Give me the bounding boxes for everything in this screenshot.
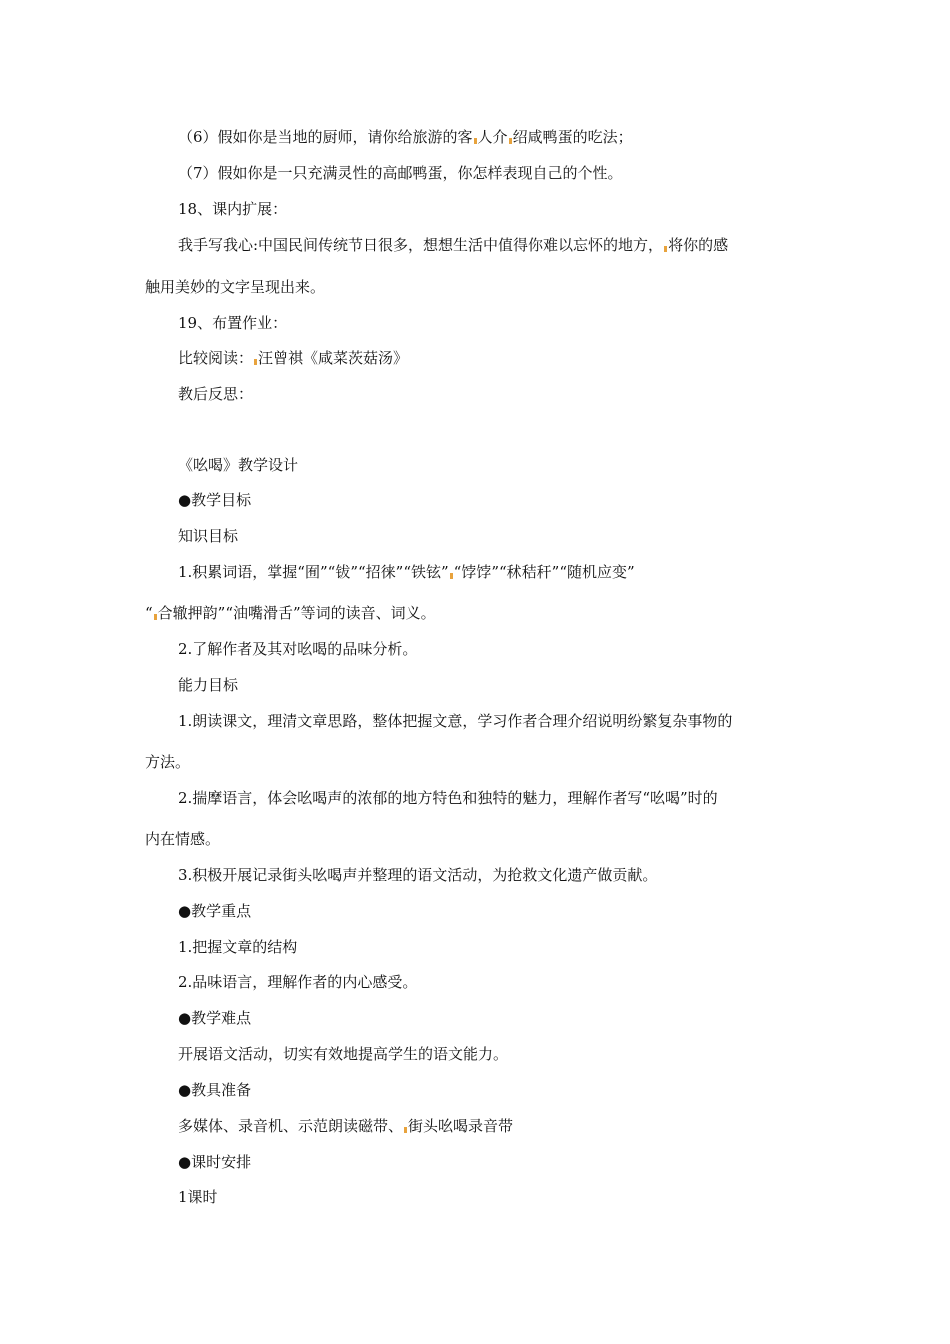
ability-goal-1: 1.朗读课文，理清文章思路，整体把握文意，学习作者合理介绍说明纷繁复杂事物的 (178, 712, 733, 730)
key-point-1: 1.把握文章的结构 (178, 938, 298, 956)
section-18-text-part2: 将你的感 (668, 236, 729, 254)
edit-mark (509, 138, 512, 144)
compare-reading (178, 348, 408, 368)
schedule-value: 1课时 (178, 1188, 218, 1206)
design-title: 《吆喝》教学设计 (178, 456, 299, 474)
edit-mark (254, 359, 257, 365)
materials-list-part1: 多媒体、录音机、示范朗读磁带、 (178, 1117, 404, 1135)
ability-goal-2: 2.揣摩语言，体会吆喝声的浓郁的地方特色和独特的魅力，理解作者写“吆喝”时的 (178, 789, 718, 807)
materials-list (178, 1116, 513, 1136)
question-6-part2: 人介 (477, 128, 508, 146)
section-18-text (178, 235, 728, 255)
teaching-goals-heading: ●教学目标 (178, 491, 252, 509)
knowledge-goal-1-part3: 合辙押韵”“油嘴滑舌”等词的读音、词义。 (157, 604, 436, 622)
edit-mark (474, 138, 477, 144)
knowledge-goals-heading: 知识目标 (178, 527, 239, 545)
compare-reading-label: 比较阅读： (178, 349, 254, 367)
knowledge-goal-1-cont (145, 603, 436, 623)
edit-mark (664, 246, 667, 252)
question-6-part1: （6）假如你是当地的厨师，请你给旅游的客 (178, 128, 473, 146)
materials-list-part2: 街头吆喝录音带 (408, 1117, 514, 1135)
materials-heading: ●教具准备 (178, 1081, 252, 1099)
difficulties-heading: ●教学难点 (178, 1009, 252, 1027)
difficulty-1: 开展语文活动，切实有效地提高学生的语文能力。 (178, 1045, 509, 1063)
reflection-heading: 教后反思： (178, 385, 254, 403)
section-19-heading: 19、布置作业： (178, 314, 288, 332)
key-points-heading: ●教学重点 (178, 902, 252, 920)
knowledge-goal-1-part2: “饽饽”“秫秸秆”“随机应变” (453, 563, 635, 581)
edit-mark (450, 573, 453, 579)
key-point-2: 2.品味语言，理解作者的内心感受。 (178, 973, 418, 991)
edit-mark (404, 1127, 407, 1133)
knowledge-goal-2: 2.了解作者及其对吆喝的品味分析。 (178, 640, 418, 658)
section-18-text-cont: 触用美妙的文字呈现出来。 (145, 278, 326, 296)
edit-mark (154, 614, 157, 620)
section-18-text-part1: 我手写我心:中国民间传统节日很多，想想生活中值得你难以忘怀的地方， (178, 236, 664, 254)
ability-goals-heading: 能力目标 (178, 676, 239, 694)
schedule-heading: ●课时安排 (178, 1153, 252, 1171)
question-6 (178, 127, 633, 147)
section-18-heading: 18、课内扩展： (178, 200, 288, 218)
ability-goal-2-cont: 内在情感。 (145, 830, 221, 848)
knowledge-goal-1-quote: “ (145, 604, 153, 622)
question-6-part3: 绍咸鸭蛋的吃法； (512, 128, 633, 146)
ability-goal-1-cont: 方法。 (145, 753, 191, 771)
compare-reading-title: 汪曾祺《咸菜茨菇汤》 (258, 349, 409, 367)
knowledge-goal-1 (178, 562, 635, 582)
question-7: （7）假如你是一只充满灵性的高邮鸭蛋，你怎样表现自己的个性。 (178, 164, 623, 182)
knowledge-goal-1-part1: 1.积累词语，掌握“囿”“钹”“招徕”“铁铉” (178, 563, 449, 581)
ability-goal-3: 3.积极开展记录街头吆喝声并整理的语文活动，为抢救文化遗产做贡献。 (178, 866, 658, 884)
